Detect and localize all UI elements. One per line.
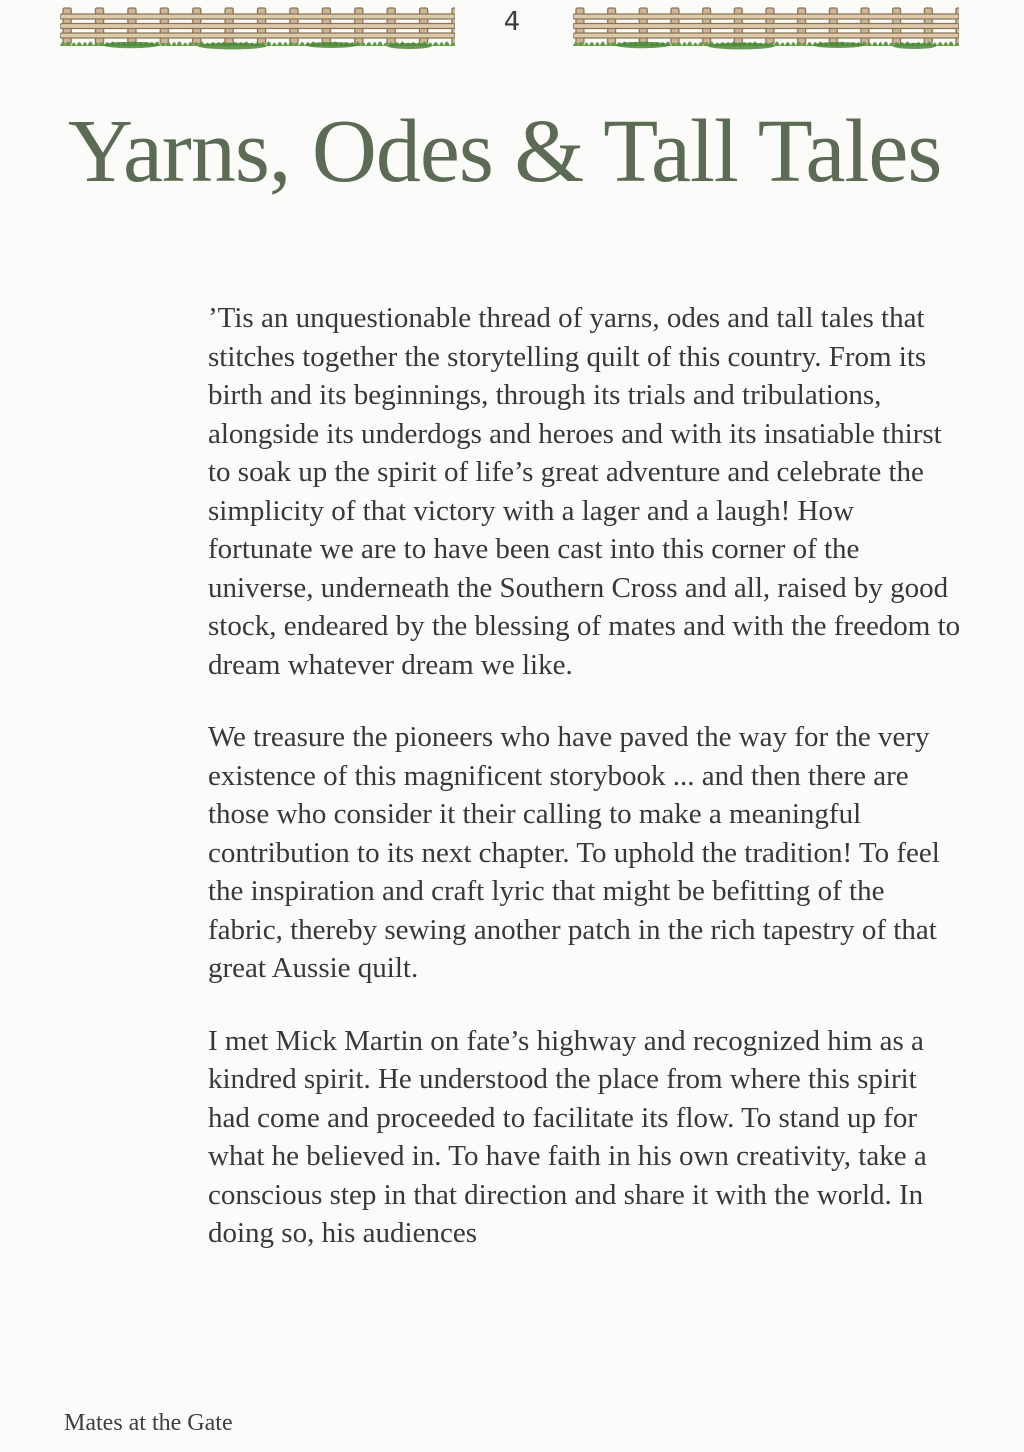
page-number: 4 <box>503 7 521 37</box>
fence-icon-left <box>60 6 455 50</box>
chapter-title: Yarns, Odes & Tall Tales <box>68 102 942 201</box>
footer-text: Mates at the Gate <box>64 1410 233 1436</box>
body-paragraph-1: ’Tis an unquestionable thread of yarns, odes and tall tales that stitches together the storytelling quilt of this country. From its birth and its beginnings, through its trials and tribulations, alongside its underdogs and heroes and with its insatiable thirst to soak up the spirit of life’s great adventure and celebrate the simplicity of that victory with a lager and a laugh! How fortunate we are to have been cast into this corner of the universe, underneath the Southern Cross and all, raised by good stock, endeared by the blessing of mates and with the freedom to dream whatever dream we like. <box>208 302 961 681</box>
fence-icon-right <box>573 6 959 50</box>
body-text <box>208 299 964 1287</box>
body-paragraph-2: We treasure the pioneers who have paved the way for the very existence of this magnificent storybook ... and then there are those who consider it their calling to make a meaningful contribution to its next chapter. To uphold the tradition! To feel the inspiration and craft lyric that might be befitting of the fabric, thereby sewing another patch in the rich tapestry of that great Aussie quilt. <box>208 721 940 984</box>
body-paragraph-3: I met Mick Martin on fate’s highway and recognized him as a kindred spirit. He understood the place from where this spirit had come and proceeded to facilitate its flow. To stand up for what he believed in. To have faith in his own creativity, take a conscious step in that direction and share it with the world. In doing so, his audiences <box>208 1024 927 1249</box>
